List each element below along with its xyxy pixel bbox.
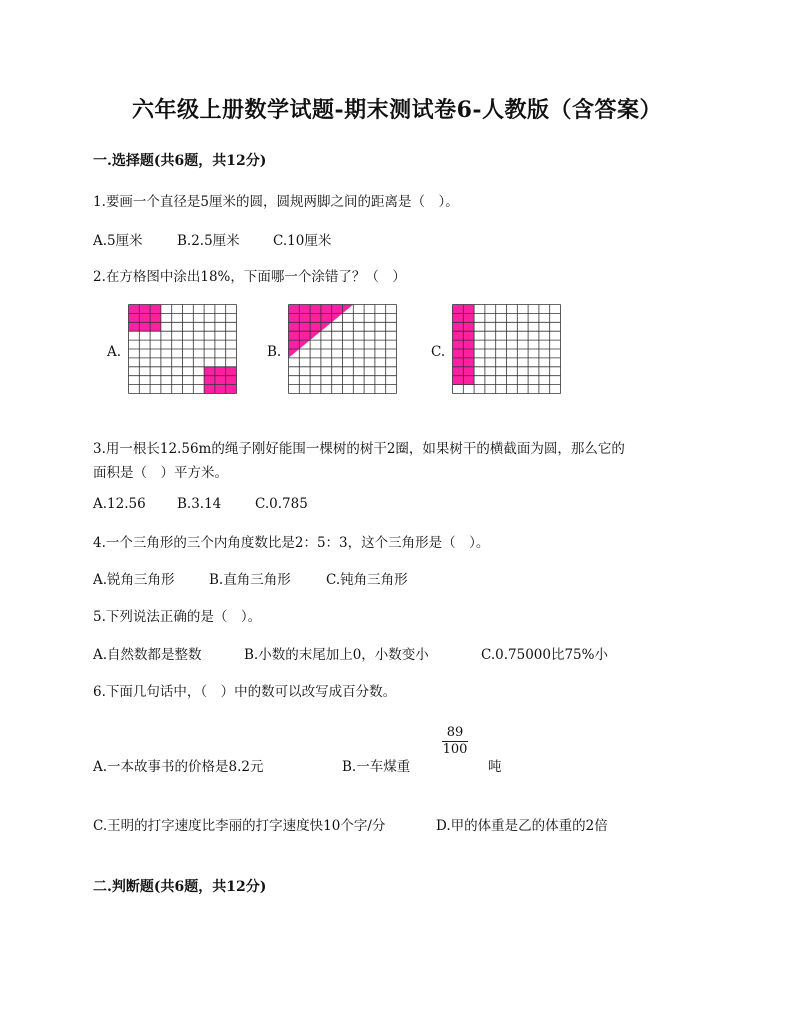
question-6-fraction bbox=[440, 725, 470, 758]
shaded-cell bbox=[463, 331, 474, 340]
question-2: 2.在方格图中涂出18%，下面哪一个涂错了？（ ） bbox=[93, 269, 406, 285]
question-3-line-2: 面积是（ ）平方米。 bbox=[93, 465, 228, 481]
question-1-option-c: C.10厘米 bbox=[273, 233, 332, 249]
question-2-option-a-label: A. bbox=[107, 344, 122, 360]
shaded-cell bbox=[204, 376, 215, 385]
shaded-cell bbox=[453, 322, 464, 331]
question-6-option-a: A.一本故事书的价格是8.2元 bbox=[93, 759, 264, 775]
shaded-cell bbox=[150, 322, 161, 331]
question-3-option-b: B.3.14 bbox=[177, 496, 222, 512]
question-2-grid-b bbox=[288, 304, 398, 395]
question-5-option-b: B.小数的末尾加上0，小数变小 bbox=[244, 647, 429, 663]
shaded-cell bbox=[453, 367, 464, 376]
shaded-cell bbox=[453, 331, 464, 340]
document-title: 六年级上册数学试题-期末测试卷6-人教版（含答案） bbox=[131, 97, 663, 123]
shaded-cell bbox=[463, 305, 474, 314]
question-4-option-b: B.直角三角形 bbox=[209, 572, 291, 588]
shaded-cell bbox=[463, 349, 474, 358]
shaded-cell bbox=[215, 367, 226, 376]
question-4: 4.一个三角形的三个内角度数比是2：5：3，这个三角形是（ ）。 bbox=[93, 535, 490, 551]
shaded-cell bbox=[204, 385, 215, 394]
shaded-cell bbox=[215, 376, 226, 385]
shaded-cell bbox=[129, 305, 140, 314]
shaded-cell bbox=[463, 313, 474, 322]
section-2-heading: 二.判断题(共6题，共12分) bbox=[93, 879, 267, 895]
shaded-cell bbox=[139, 322, 150, 331]
shaded-cell bbox=[463, 322, 474, 331]
question-6-option-b-unit: 吨 bbox=[488, 759, 502, 775]
question-3-option-a: A.12.56 bbox=[93, 496, 146, 512]
fraction-denominator: 100 bbox=[442, 742, 468, 757]
question-2-option-c-label: C. bbox=[431, 344, 446, 360]
shaded-cell bbox=[463, 376, 474, 385]
shaded-cell bbox=[150, 305, 161, 314]
shaded-cell bbox=[226, 376, 237, 385]
shaded-cell bbox=[139, 313, 150, 322]
shaded-cell bbox=[453, 349, 464, 358]
question-2-grid-a bbox=[128, 304, 238, 395]
question-6-option-c: C.王明的打字速度比李丽的打字速度快10个字/分 bbox=[93, 818, 386, 834]
shaded-cell bbox=[453, 376, 464, 385]
question-5-option-c: C.0.75000比75%小 bbox=[481, 647, 608, 663]
shaded-cell bbox=[226, 385, 237, 394]
shaded-cell bbox=[129, 313, 140, 322]
question-4-option-a: A.锐角三角形 bbox=[93, 572, 175, 588]
question-1-option-b: B.2.5厘米 bbox=[177, 233, 240, 249]
question-1-option-a: A.5厘米 bbox=[93, 233, 143, 249]
question-3-line-1: 3.用一根长12.56m的绳子刚好能围一棵树的树干2圈，如果树干的横截面为圆，那么它的 bbox=[93, 441, 625, 457]
shaded-cell bbox=[453, 313, 464, 322]
question-4-option-c: C.钝角三角形 bbox=[326, 572, 408, 588]
shaded-cell bbox=[453, 358, 464, 367]
shaded-cell bbox=[463, 367, 474, 376]
shaded-cell bbox=[463, 340, 474, 349]
question-1: 1.要画一个直径是5厘米的圆，圆规两脚之间的距离是（ ）。 bbox=[93, 194, 459, 210]
question-2-grid-c bbox=[452, 304, 562, 395]
question-6: 6.下面几句话中，（ ）中的数可以改写成百分数。 bbox=[93, 684, 397, 700]
shaded-cell bbox=[129, 322, 140, 331]
shaded-cell bbox=[139, 305, 150, 314]
question-5-option-a: A.自然数都是整数 bbox=[93, 647, 202, 663]
shaded-cell bbox=[215, 385, 226, 394]
question-6-option-b: B.一车煤重 bbox=[342, 759, 411, 775]
shaded-cell bbox=[204, 367, 215, 376]
question-5: 5.下列说法正确的是（ ）。 bbox=[93, 609, 262, 625]
section-1-heading: 一.选择题(共6题，共12分) bbox=[93, 153, 267, 169]
shaded-cell bbox=[150, 313, 161, 322]
shaded-cell bbox=[226, 367, 237, 376]
question-3-option-c: C.0.785 bbox=[255, 496, 308, 512]
shaded-cell bbox=[453, 305, 464, 314]
question-2-option-b-label: B. bbox=[267, 344, 282, 360]
question-6-option-d: D.甲的体重是乙的体重的2倍 bbox=[436, 818, 608, 834]
shaded-cell bbox=[453, 340, 464, 349]
shaded-cell bbox=[463, 358, 474, 367]
fraction-numerator: 89 bbox=[446, 725, 464, 740]
